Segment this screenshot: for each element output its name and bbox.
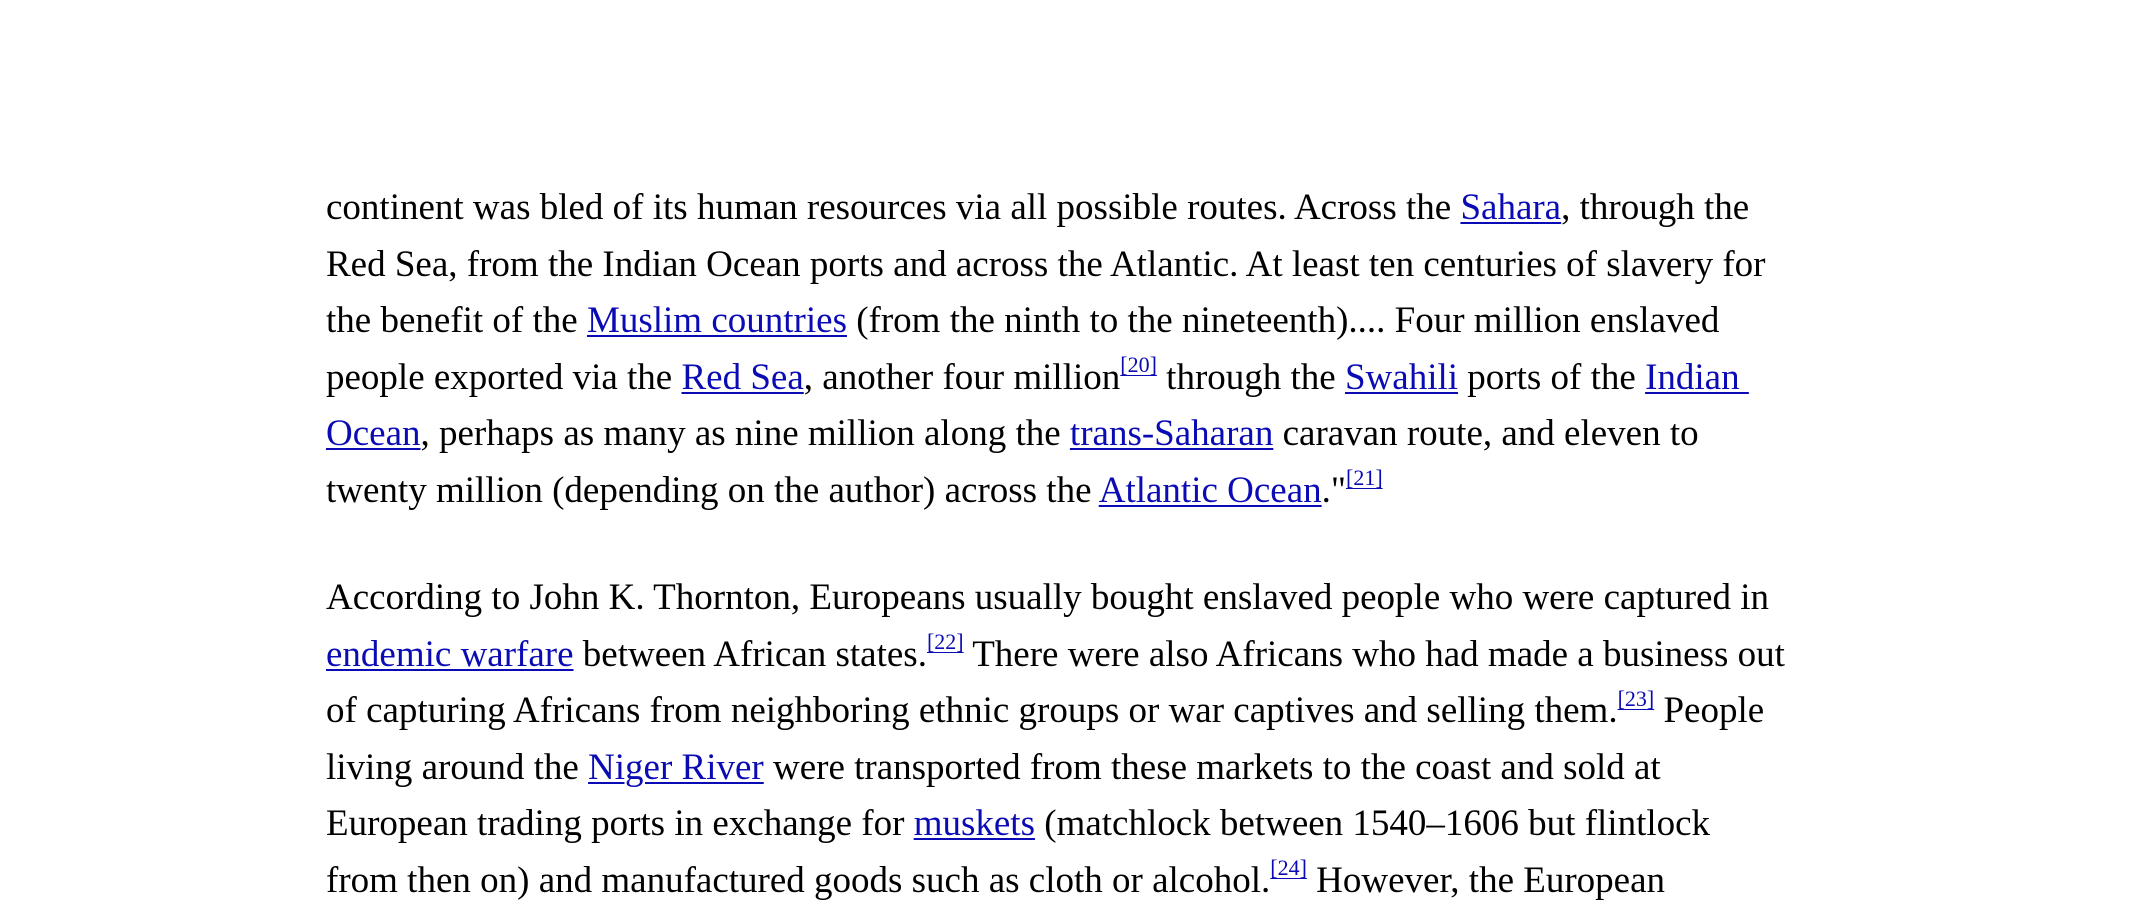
paragraph-quote-continuation [326, 180, 1846, 519]
text-run: , perhaps as many as nine million along the [421, 413, 1070, 454]
citation-link-24[interactable]: [24] [1270, 855, 1307, 880]
text-run: twenty million (depending on the author) across the [326, 470, 1099, 511]
text-line [326, 570, 1846, 627]
article-body [326, 180, 1846, 909]
text-run: between African states. [574, 634, 927, 675]
text-line [326, 293, 1846, 350]
link-red-sea[interactable]: Red Sea [681, 357, 803, 398]
text-line [326, 180, 1846, 237]
link-indian-ocean-part1[interactable]: Indian [1645, 357, 1749, 398]
text-line [326, 463, 1846, 520]
citation-link-21[interactable]: [21] [1346, 465, 1383, 490]
text-line [326, 683, 1846, 740]
link-niger-river[interactable]: Niger River [588, 747, 764, 788]
text-line [326, 406, 1846, 463]
link-atlantic-ocean[interactable]: Atlantic Ocean [1099, 470, 1322, 511]
text-line [326, 237, 1846, 294]
text-run: caravan route, and eleven to [1273, 413, 1698, 454]
text-line [326, 796, 1846, 853]
text-run: from then on) and manufactured goods such as cloth or alcohol. [326, 860, 1270, 901]
citation-24 [1270, 855, 1307, 880]
citation-21 [1346, 465, 1383, 490]
citation-22 [927, 629, 964, 654]
text-run: European trading ports in exchange for [326, 803, 914, 844]
text-line [326, 350, 1846, 407]
text-run: through the [1157, 357, 1345, 398]
text-run: ." [1322, 470, 1346, 511]
link-sahara[interactable]: Sahara [1460, 187, 1561, 228]
text-run: (from the ninth to the nineteenth).... Four million enslaved [847, 300, 1719, 341]
link-muskets[interactable]: muskets [914, 803, 1035, 844]
paragraph-thornton [326, 570, 1846, 909]
text-run: of capturing Africans from neighboring ethnic groups or war captives and selling them. [326, 690, 1618, 731]
text-line [326, 627, 1846, 684]
text-run: living around the [326, 747, 588, 788]
text-run: However, the European [1307, 860, 1665, 901]
link-endemic-warfare[interactable]: endemic warfare [326, 634, 574, 675]
text-run: People [1654, 690, 1764, 731]
link-indian-ocean-part2[interactable]: Ocean [326, 413, 421, 454]
citation-link-20[interactable]: [20] [1120, 352, 1157, 377]
link-muslim-countries[interactable]: Muslim countries [587, 300, 847, 341]
text-run: (matchlock between 1540–1606 but flintlock [1035, 803, 1710, 844]
text-run: were transported from these markets to the coast and sold at [764, 747, 1661, 788]
text-line [326, 740, 1846, 797]
link-trans-saharan[interactable]: trans-Saharan [1070, 413, 1273, 454]
link-swahili[interactable]: Swahili [1345, 357, 1458, 398]
citation-link-22[interactable]: [22] [927, 629, 964, 654]
text-run: , another four million [804, 357, 1121, 398]
text-run: people exported via the [326, 357, 681, 398]
paragraph-spacer [326, 519, 1846, 570]
text-run: ports of the [1458, 357, 1645, 398]
text-run: Red Sea, from the Indian Ocean ports and across the Atlantic. At least ten centuries of slavery for [326, 244, 1765, 285]
text-line [326, 853, 1846, 909]
text-run: According to John K. Thornton, Europeans usually bought enslaved people who were captured in [326, 577, 1769, 618]
text-run: continent was bled of its human resources via all possible routes. Across the [326, 187, 1460, 228]
text-run: There were also Africans who had made a business out [964, 634, 1785, 675]
citation-link-23[interactable]: [23] [1618, 686, 1655, 711]
citation-23 [1618, 686, 1655, 711]
text-run: the benefit of the [326, 300, 587, 341]
citation-20 [1120, 352, 1157, 377]
text-run: , through the [1561, 187, 1749, 228]
